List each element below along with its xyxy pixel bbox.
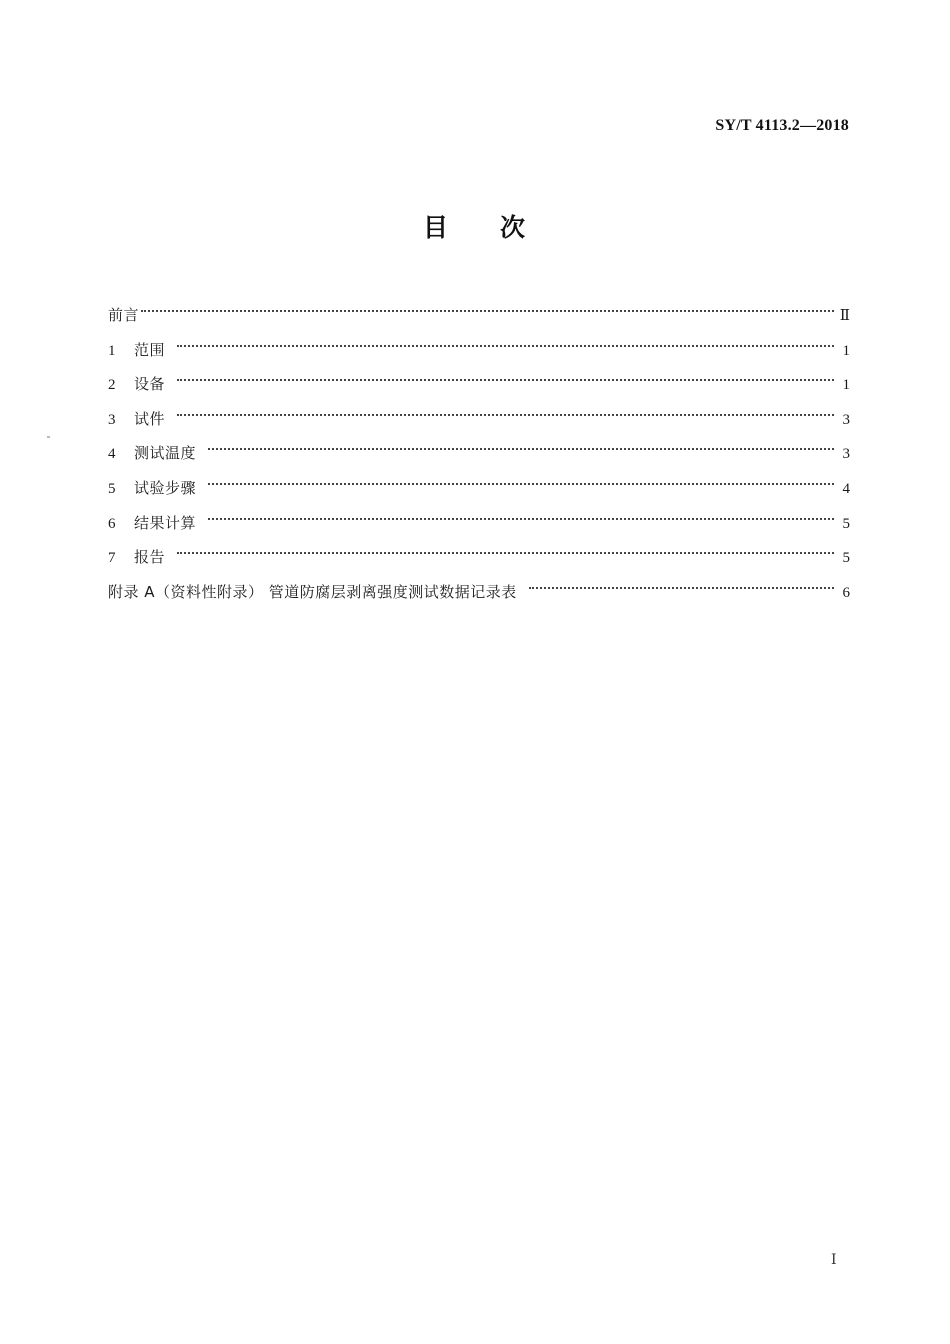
toc-entry-page: 6 [842, 584, 850, 601]
page-title [0, 208, 950, 244]
toc-entry-page: Ⅱ [839, 308, 850, 324]
toc-entry-number: 2 [108, 377, 116, 394]
toc-entry-label: 测试温度 [134, 444, 197, 463]
toc-entry-number: 7 [108, 550, 116, 567]
toc-leader-dots [177, 327, 834, 347]
standard-code: SY/T 4113.2—2018 [715, 117, 849, 134]
toc-entry-number: 1 [108, 342, 116, 359]
toc-leader-dots [141, 292, 834, 312]
toc-entry-label: 设备 [134, 375, 166, 394]
scan-speck [47, 436, 50, 438]
toc-entry-appendix-a[interactable] [108, 577, 850, 612]
toc-entry-number: 4 [108, 446, 116, 463]
toc-entry-page: 5 [842, 515, 850, 532]
toc-entry-label: 结果计算 [134, 513, 197, 532]
page-number: Ⅰ [831, 1253, 837, 1268]
table-of-contents [108, 300, 850, 611]
page-title-char-1: 目 [422, 213, 450, 242]
toc-leader-dots [529, 569, 834, 589]
toc-entry-label: 前言 [108, 306, 140, 324]
toc-leader-dots [177, 361, 834, 381]
toc-entry-page: 4 [842, 480, 850, 497]
toc-leader-dots [208, 430, 834, 450]
toc-leader-dots [208, 500, 834, 520]
toc-entry-number: 3 [108, 411, 116, 428]
toc-entry-page: 5 [842, 550, 850, 567]
toc-entry-label: 范围 [134, 340, 166, 359]
toc-entry-label: 试验步骤 [134, 478, 197, 497]
toc-entry-label: 附录 A（资料性附录） 管道防腐层剥离强度测试数据记录表 [108, 582, 517, 601]
page-title-char-2: 次 [500, 213, 528, 242]
toc-entry-number: 6 [108, 515, 116, 532]
toc-leader-dots [177, 534, 834, 554]
toc-entry-page: 3 [842, 411, 850, 428]
toc-leader-dots [208, 465, 834, 485]
toc-entry-number: 5 [108, 480, 116, 497]
toc-leader-dots [177, 396, 834, 416]
toc-entry-page: 3 [842, 446, 850, 463]
toc-entry-page: 1 [842, 377, 850, 394]
toc-entry-label: 试件 [134, 409, 166, 428]
toc-entry-label: 报告 [134, 548, 166, 567]
toc-entry-page: 1 [842, 342, 850, 359]
